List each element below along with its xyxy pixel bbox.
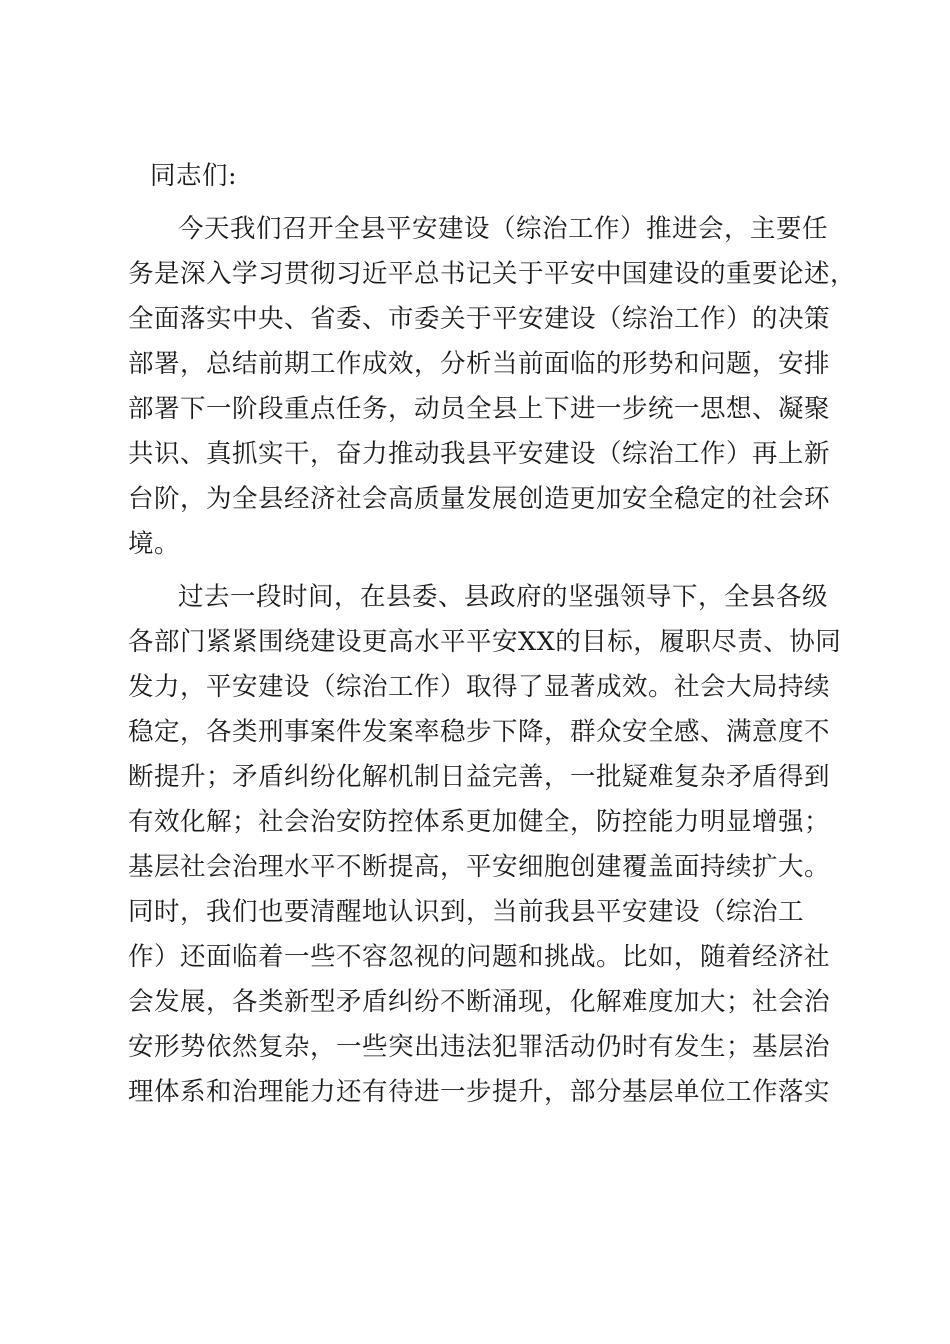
paragraph-line: 基层社会治理水平不断提高，平安细胞创建覆盖面持续扩大。	[128, 852, 831, 882]
paragraph-line: 同时，我们也要清醒地认识到，当前我县平安建设（综治工	[128, 897, 805, 927]
paragraph-line: 各部门紧紧围绕建设更高水平平安XX的目标，履职尽责、协同	[128, 627, 842, 657]
salutation: 同志们:	[150, 161, 238, 191]
paragraph-line: 部署，总结前期工作成效，分析当前面临的形势和问题，安排	[128, 349, 831, 379]
paragraph-line: 全面落实中央、省委、市委关于平安建设（综治工作）的决策	[128, 304, 831, 334]
paragraph-1	[128, 207, 857, 567]
paragraph-line: 今天我们召开全县平安建设（综治工作）推进会，主要任	[178, 214, 829, 244]
paragraph-line: 务是深入学习贯彻习近平总书记关于平安中国建设的重要论述，	[128, 259, 857, 289]
paragraph-line: 安形势依然复杂，一些突出违法犯罪活动仍时有发生；基层治	[128, 1032, 831, 1062]
paragraph-line: 作）还面临着一些不容忽视的问题和挑战。比如，随着经济社	[128, 942, 831, 972]
paragraph-2	[128, 575, 842, 1115]
document-body	[128, 154, 857, 1115]
paragraph-line: 稳定，各类刑事案件发案率稳步下降，群众安全感、满意度不	[128, 717, 831, 747]
paragraph-line: 境。	[128, 529, 181, 559]
paragraph-line: 会发展，各类新型矛盾纠纷不断涌现，化解难度加大；社会治	[128, 987, 831, 1017]
paragraph-spacer	[128, 199, 828, 207]
paragraph-line: 台阶，为全县经济社会高质量发展创造更加安全稳定的社会环	[128, 484, 831, 514]
paragraph-spacer	[128, 567, 828, 575]
paragraph-line: 断提升；矛盾纠纷化解机制日益完善，一批疑难复杂矛盾得到	[128, 762, 831, 792]
paragraph-line: 部署下一阶段重点任务，动员全县上下进一步统一思想、凝聚	[128, 394, 831, 424]
paragraph-line: 有效化解；社会治安防控体系更加健全，防控能力明显增强；	[128, 807, 831, 837]
paragraph-line: 过去一段时间，在县委、县政府的坚强领导下，全县各级	[178, 582, 829, 612]
paragraph-line: 理体系和治理能力还有待进一步提升，部分基层单位工作落实	[128, 1077, 831, 1107]
paragraph-line: 共识、真抓实干，奋力推动我县平安建设（综治工作）再上新	[128, 439, 831, 469]
paragraph-line: 发力，平安建设（综治工作）取得了显著成效。社会大局持续	[128, 672, 831, 702]
